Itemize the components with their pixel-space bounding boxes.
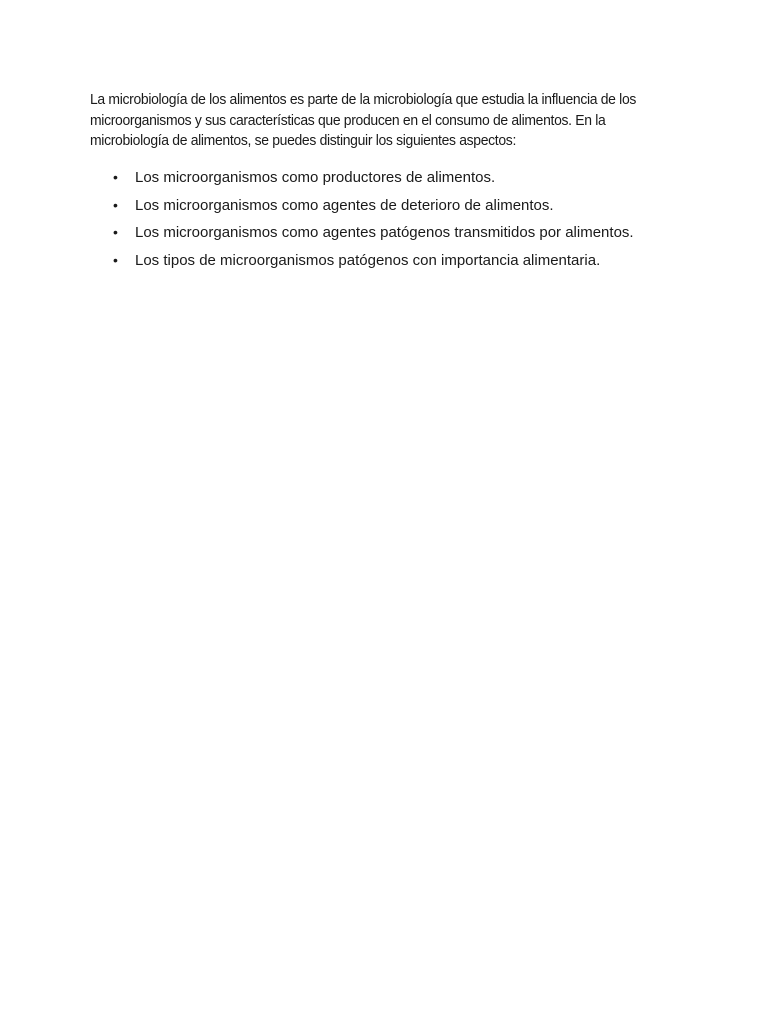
- bullet-icon: •: [113, 196, 118, 213]
- bullet-item: [113, 195, 634, 223]
- bullet-text: Los microorganismos como agentes patógenos transmitidos por alimentos.: [135, 224, 634, 241]
- intro-paragraph: [90, 90, 639, 152]
- bullet-item: [113, 222, 634, 250]
- bullet-icon: •: [113, 224, 118, 240]
- bullet-text: Los microorganismos como agentes de deterioro de alimentos.: [135, 196, 554, 214]
- bullet-list: [113, 167, 634, 277]
- bullet-icon: •: [113, 251, 118, 268]
- bullet-text: Los tipos de microorganismos patógenos con importancia alimentaria.: [135, 251, 601, 269]
- bullet-item: [113, 167, 634, 195]
- intro-line: microbiología de alimentos, se puedes distinguir los siguientes aspectos:: [90, 132, 516, 149]
- intro-line: microorganismos y sus características que producen en el consumo de alimentos. En la: [90, 111, 606, 129]
- intro-line: La microbiología de los alimentos es parte de la microbiología que estudia la influencia de los: [90, 91, 637, 108]
- bullet-icon: •: [113, 169, 118, 185]
- bullet-item: [113, 250, 634, 278]
- bullet-text: Los microorganismos como productores de alimentos.: [135, 169, 496, 186]
